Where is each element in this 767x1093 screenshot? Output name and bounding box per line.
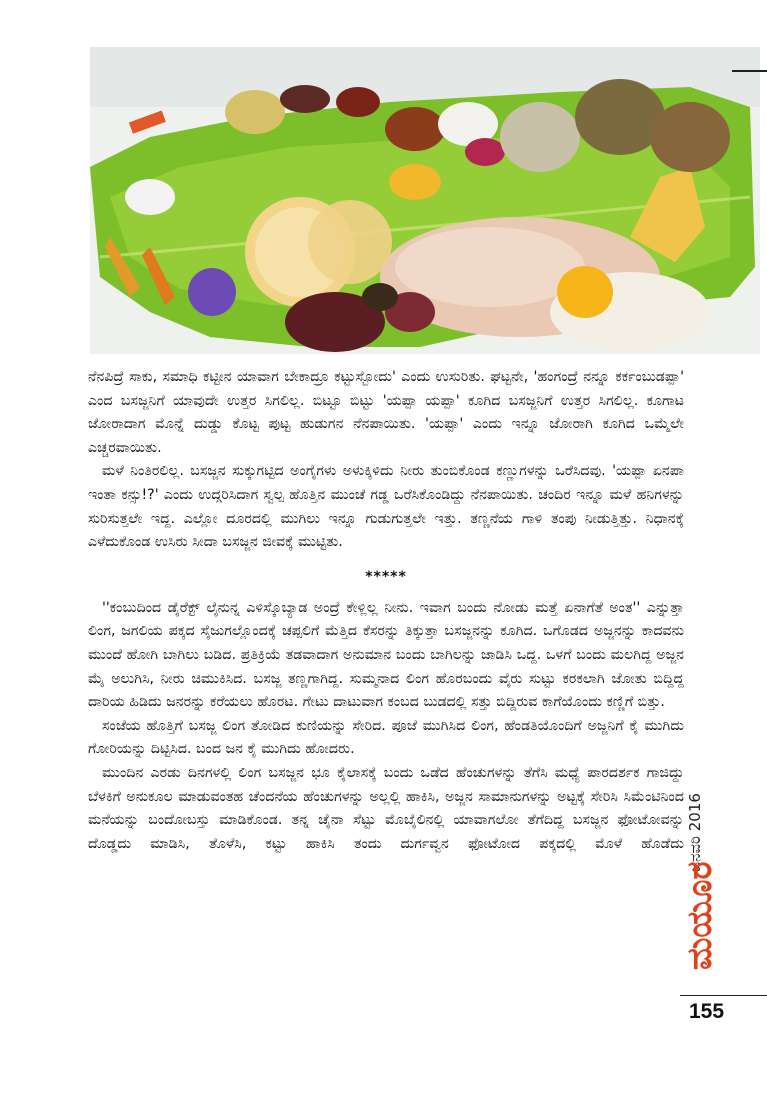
paragraph-5: ಮುಂದಿನ ಎರಡು ದಿನಗಳಲ್ಲಿ ಲಿಂಗ ಬಸಜ್ಜನ ಭೂ ಕೈಲಾಸಕ್ಕೆ ಬಂದು ಒಡೆದ ಹೆಂಚುಗಳನ್ನು ತೆಗೆಸಿ ಮಧ್ಯೆ ಪಾರದರ್ಶಕ ಗಾಜಿದ್ದು ಬೆಳಕಿಗೆ ಅನುಕೂಲ ಮಾಡುವಂತಹ ಚೆಂದನೆಯ ಹೆಂಚುಗಳನ್ನು ಅಲ್ಲಲ್ಲಿ ಹಾಕಿಸಿ, ಅಜ್ಜನ ಸಾಮಾನುಗಳನ್ನು ಅಟ್ಟಕ್ಕೆ ಸೇರಿಸಿ ಸಿಮೆಂಟಿನಿಂದ ಮನೆಯನ್ನು ಬಂದೋಬಸ್ತು ಮಾಡಿಕೊಂಡ. ತನ್ನ ಚೈನಾ ಸೆಟ್ಟು ಮೊಬೈಲಿನಲ್ಲಿ ಯಾವಾಗಲೋ ತೆಗೆದಿದ್ದ ಬಸಜ್ಜನ ಫೋಟೋವನ್ನು ದೊಡ್ಡದು ಮಾಡಿಸಿ, ತೊಳೆಸಿ, ಕಟ್ಟು ಹಾಕಿಸಿ ತಂದು ದುರ್ಗವ್ವನ ಫೋಟೋದ ಪಕ್ಕದಲ್ಲಿ ಮೊಳೆ ಹೊಡೆದು: [88, 764, 684, 852]
issue-date: ಜನವರಿ 2016: [686, 793, 704, 872]
paragraph-4: ಸಂಜೆಯ ಹೊತ್ತಿಗೆ ಬಸಜ್ಜ ಲಿಂಗ ತೋಡಿದ ಕುಣಿಯನ್ನು ಸೇರಿದ. ಪೂಜೆ ಮುಗಿಸಿದ ಲಿಂಗ, ಹೆಂಡತಿಯೊಂದಿಗೆ ಅಜ್ಜನಿಗೆ ಕೈ ಮುಗಿದು ಗೋರಿಯನ್ನು ದಿಟ್ಟಿಸಿದ. ಬಂದ ಜನ ಕೈ ಮುಗಿದು ಹೋದರು.: [88, 717, 684, 758]
footer-rule: [680, 995, 767, 996]
paragraph-3: ''ಕಂಬುದಿಂದ ಡೈರೆಕ್ಟ್ ಲೈನುನ್ನ ಎಳಿಸ್ಕೊಬ್ಯಾಡ ಅಂದ್ರೆ ಕೇಳ್ಲಿಲ್ಲ ನೀನು. ಇವಾಗ ಬಂದು ನೋಡು ಮತ್ತೆ ಏನಾಗೆತೆ ಅಂತ'' ಎನ್ನುತ್ತಾ ಲಿಂಗ, ಜಗಲಿಯ ಪಕ್ಕದ ಸೈಜುಗಲ್ಲೊಂದಕ್ಕೆ ಚಪ್ಪಲಿಗೆ ಮೆತ್ತಿದ ಕೆಸರನ್ನು ತಿಕ್ಕುತ್ತಾ ಬಸಜ್ಜನನ್ನು ಕೂಗಿದ. ಒಗೊಡದ ಅಜ್ಜನನ್ನು ಕಾದವನು ಮುಂದೆ ಹೋಗಿ ಬಾಗಿಲು ಬಡಿದ. ಪ್ರತಿಕ್ರಿಯೆ ತಡವಾದಾಗ ಅನುಮಾನ ಬಂದು ಬಾಗಿಲನ್ನು ಜಾಡಿಸಿ ಒದ್ದ. ಒಳಗೆ ಬಂದು ಮಲಗಿದ್ದ ಅಜ್ಜನ ಮೈ ಅಲುಗಿಸಿ, ನೀರು ಚಿಮುಕಿಸಿದ. ಬಸಜ್ಜ ತಣ್ಣಗಾಗಿದ್ದ. ಸುಮ್ಮನಾದ ಲಿಂಗ ಹೊರಬಂದು ವೈರು ಸುಟ್ಟು ಕರಕಲಾಗಿ ಜೋತು ಬಿದ್ದಿದ್ದ ದಾರಿಯ ಹಿಡಿದು ಜನರನ್ನು ಕರೆಯಲು ಹೊರಟ. ಗೇಟು ದಾಟುವಾಗ ಕಂಬದ ಬುಡದಲ್ಲಿ ಸತ್ತು ಬಿದ್ದಿರುವ ಕಾಗೆಯೊಂದು ಕಣ್ಣಿಗೆ ಬಿತ್ತು.: [88, 599, 684, 711]
paragraph-1: ನೆನಪಿದ್ರೆ ಸಾಕು, ಸಮಾಧಿ ಕಟ್ಟೀನ ಯಾವಾಗ ಬೇಕಾದ್ರೂ ಕಟ್ಟುಸ್ಬೋದು' ಎಂದು ಉಸುರಿತು. ಘಟ್ಟನೇ, 'ಹಂಗಂದ್ರೆ ನನ್ನೂ ಕರ್ಕಂಬುಡಪ್ಪಾ' ಎಂದ ಬಸಜ್ಜನಿಗೆ ಯಾವುದೇ ಉತ್ತರ ಸಿಗಲಿಲ್ಲ. ಬಿಟ್ಟೂ ಬಿಟ್ಟು 'ಯಪ್ಪಾ ಯಪ್ಪಾ' ಕೂಗಿದ ಬಸಜ್ಜನಿಗೆ ಉತ್ತರ ಸಿಗಲಿಲ್ಲ. ಕೂಗಾಟ ಜೋರಾದಾಗ ಮೊನ್ನೆ ದುಡ್ಡು ಕೊಟ್ಟ ಪುಟ್ಟ ಹುಡುಗನ ನೆನಪಾಯಿತು. 'ಯಪ್ಪಾ' ಎಂದು ಇನ್ನೂ ಜೋರಾಗಿ ಕೂಗಿದ ಒಮ್ಮೆಲೇ ಎಚ್ಚರವಾಯಿತು.: [88, 369, 684, 456]
section-separator: *****: [365, 568, 407, 585]
article-body: [88, 366, 684, 856]
page-number: 155: [689, 1000, 725, 1023]
top-edge-rule: [732, 70, 767, 72]
food-photo-banana-leaf-meal: [90, 47, 760, 354]
magazine-logo: ಮಯೂರ: [680, 861, 720, 970]
paragraph-2: ಮಳೆ ನಿಂತಿರಲಿಲ್ಲ. ಬಸಜ್ಜನ ಸುಕ್ಕುಗಟ್ಟಿದ ಅಂಗೈಗಳು ಅಳುಕ್ಕಿಳಿದು ನೀರು ತುಂಬಿಕೊಂಡ ಕಣ್ಣುಗಳನ್ನು ಒರೆಸಿದವು. 'ಯಪ್ಪಾ ಏನಪಾ ಇಂತಾ ಕನ್ಸು!?' ಎಂದು ಉದ್ಗರಿಸಿದಾಗ ಸ್ವಲ್ಪ ಹೊತ್ತಿನ ಮುಂಚೆ ಗಡ್ಡ ಒರೆಸಿಕೊಂಡಿದ್ದು ನೆನಪಾಯಿತು. ಚಂದಿರ ಇನ್ನೂ ಮಳೆ ಹನಿಗಳನ್ನು ಸುರಿಸುತ್ತಲೇ ಇದ್ದ. ಎಲ್ಲೋ ದೂರದಲ್ಲಿ ಮುಗಿಲು ಇನ್ನೂ ಗುಡುಗುತ್ತಲೇ ಇತ್ತು. ತಣ್ಣನೆಯ ಗಾಳಿ ತಂಪು ನೀಡುತ್ತಿತ್ತು. ನಿಧಾನಕ್ಕೆ ಎಳೆದುಕೊಂಡ ಉಸಿರು ಸೀದಾ ಬಸಜ್ಜನ ಜೀವಕ್ಕೆ ಮುಟ್ಟಿತು.: [88, 463, 684, 551]
